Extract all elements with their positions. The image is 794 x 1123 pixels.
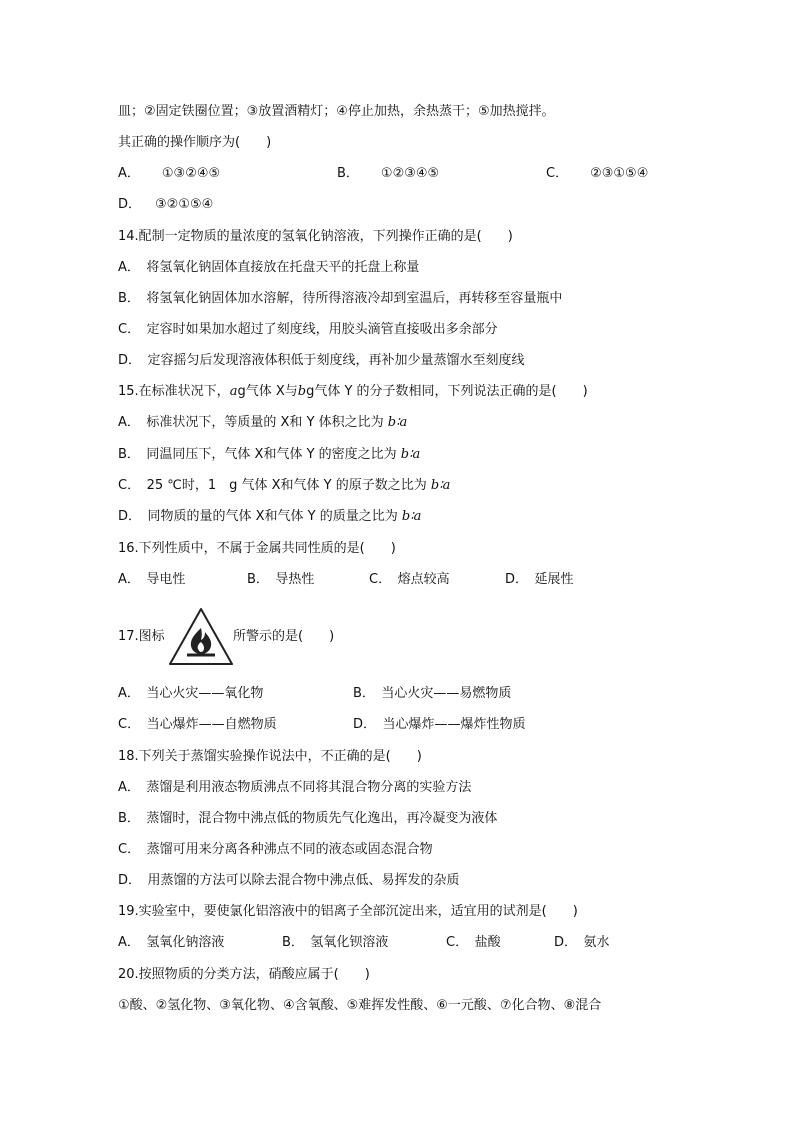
q15-option-c-ratio: b∶a bbox=[430, 478, 451, 493]
q17-stem-pre: 17.图标 bbox=[118, 629, 165, 644]
q16-option-d[interactable]: D． 延展性 bbox=[505, 572, 574, 587]
q13-option-b-label: B． bbox=[337, 166, 359, 181]
q15-stem bbox=[118, 383, 588, 401]
q19-option-a[interactable]: A． 氢氧化钠溶液 bbox=[118, 935, 225, 950]
q13-option-c-label: C． bbox=[546, 166, 569, 181]
q13-option-c-text: ②③①⑤④ bbox=[590, 166, 649, 181]
q13-option-a-label: A． bbox=[118, 166, 140, 181]
q15-option-d[interactable] bbox=[118, 508, 421, 526]
q14-option-b[interactable]: B． 将氢氧化钠固体加水溶解，待所得溶液冷却到室温后，再转移至容量瓶中 bbox=[118, 291, 563, 306]
q15-option-b[interactable] bbox=[118, 446, 420, 464]
flammable-warning-icon bbox=[167, 606, 235, 668]
q19-option-b[interactable]: B． 氢氧化钡溶液 bbox=[282, 935, 389, 950]
q18-option-b[interactable]: B． 蒸馏时，混合物中沸点低的物质先气化逸出，再冷凝变为液体 bbox=[118, 811, 498, 826]
q15-var-a: a bbox=[229, 384, 238, 399]
q13-prompt: 其正确的操作顺序为( ) bbox=[118, 135, 272, 150]
q15-option-a-ratio: b∶a bbox=[387, 415, 408, 430]
q13-continuation: 皿；②固定铁圈位置；③放置酒精灯；④停止加热，余热蒸干；⑤加热搅拌。 bbox=[118, 104, 555, 119]
q17-option-b[interactable]: B． 当心火灾——易燃物质 bbox=[353, 686, 512, 701]
q13-option-d-text: ③②①⑤④ bbox=[155, 197, 214, 212]
q16-stem: 16.下列性质中，不属于金属共同性质的是( ) bbox=[118, 541, 396, 556]
q18-option-a[interactable]: A． 蒸馏是利用液态物质沸点不同将其混合物分离的实验方法 bbox=[118, 780, 472, 795]
q14-stem: 14.配制一定物质的量浓度的氢氧化钠溶液，下列操作正确的是( ) bbox=[118, 229, 513, 244]
q16-option-b[interactable]: B． 导热性 bbox=[247, 572, 315, 587]
q16-option-a[interactable]: A． 导电性 bbox=[118, 572, 186, 587]
q14-option-c[interactable]: C． 定容时如果加水超过了刻度线，用胶头滴管直接吸出多余部分 bbox=[118, 322, 498, 337]
q13-option-b-text: ①②③④⑤ bbox=[380, 166, 440, 181]
q17-option-d[interactable]: D． 当心爆炸——爆炸性物质 bbox=[353, 717, 526, 732]
q19-option-c[interactable]: C． 盐酸 bbox=[446, 935, 501, 950]
q15-option-b-text: B． 同温同压下，气体 X和气体 Y 的密度之比为 bbox=[118, 447, 401, 462]
q17-stem-post: 所警示的是( ) bbox=[233, 629, 335, 644]
q20-stem: 20.按照物质的分类方法，硝酸应属于( ) bbox=[118, 967, 370, 982]
q14-option-d[interactable]: D． 定容摇匀后发现溶液体积低于刻度线，再补加少量蒸馏水至刻度线 bbox=[118, 353, 525, 368]
q13-option-a[interactable] bbox=[118, 165, 220, 183]
q15-option-b-ratio: b∶a bbox=[400, 447, 421, 462]
q15-option-a-text: A． 标准状况下，等质量的 X和 Y 体积之比为 bbox=[118, 415, 388, 430]
q13-option-a-text: ①③②④⑤ bbox=[161, 166, 221, 181]
flammable-warning-svg bbox=[167, 606, 235, 668]
q16-option-c[interactable]: C． 熔点较高 bbox=[369, 572, 450, 587]
q17-option-c[interactable]: C． 当心爆炸——自燃物质 bbox=[118, 717, 277, 732]
q19-option-d[interactable]: D． 氨水 bbox=[554, 935, 610, 950]
q18-option-d[interactable]: D． 用蒸馏的方法可以除去混合物中沸点低、易挥发的杂质 bbox=[118, 873, 460, 888]
q15-var-b: b bbox=[297, 384, 307, 399]
q15-option-d-text: D． 同物质的量的气体 X和气体 Y 的质量之比为 bbox=[118, 509, 402, 524]
q15-option-c[interactable] bbox=[118, 477, 450, 495]
q13-option-b[interactable] bbox=[337, 165, 439, 183]
q14-option-a[interactable]: A． 将氢氧化钠固体直接放在托盘天平的托盘上称量 bbox=[118, 260, 420, 275]
q15-option-d-ratio: b∶a bbox=[401, 509, 422, 524]
q19-stem: 19.实验室中，要使氯化铝溶液中的铝离子全部沉淀出来，适宜用的试剂是( ) bbox=[118, 904, 578, 919]
q15-option-a[interactable] bbox=[118, 414, 407, 432]
q18-stem: 18.下列关于蒸馏实验操作说法中，不正确的是( ) bbox=[118, 749, 422, 764]
q13-option-d[interactable] bbox=[118, 196, 213, 214]
q13-option-c[interactable] bbox=[546, 165, 648, 183]
q17-option-a[interactable]: A． 当心火灾——氧化物 bbox=[118, 686, 264, 701]
q15-option-c-text: C． 25 ℃时，1 g 气体 X和气体 Y 的原子数之比为 bbox=[118, 478, 431, 493]
q13-option-d-label: D． bbox=[118, 197, 142, 212]
q15-stem-part2: g气体 X与 bbox=[237, 384, 298, 399]
q15-stem-part3: g气体 Y 的分子数相同，下列说法正确的是( ) bbox=[306, 384, 588, 399]
q20-options: ①酸、②氢化物、③氧化物、④含氧酸、⑤难挥发性酸、⑥一元酸、⑦化合物、⑧混合 bbox=[118, 998, 602, 1013]
q18-option-c[interactable]: C． 蒸馏可用来分离各种沸点不同的液态或固态混合物 bbox=[118, 842, 433, 857]
q15-stem-part1: 15.在标准状况下， bbox=[118, 384, 230, 399]
